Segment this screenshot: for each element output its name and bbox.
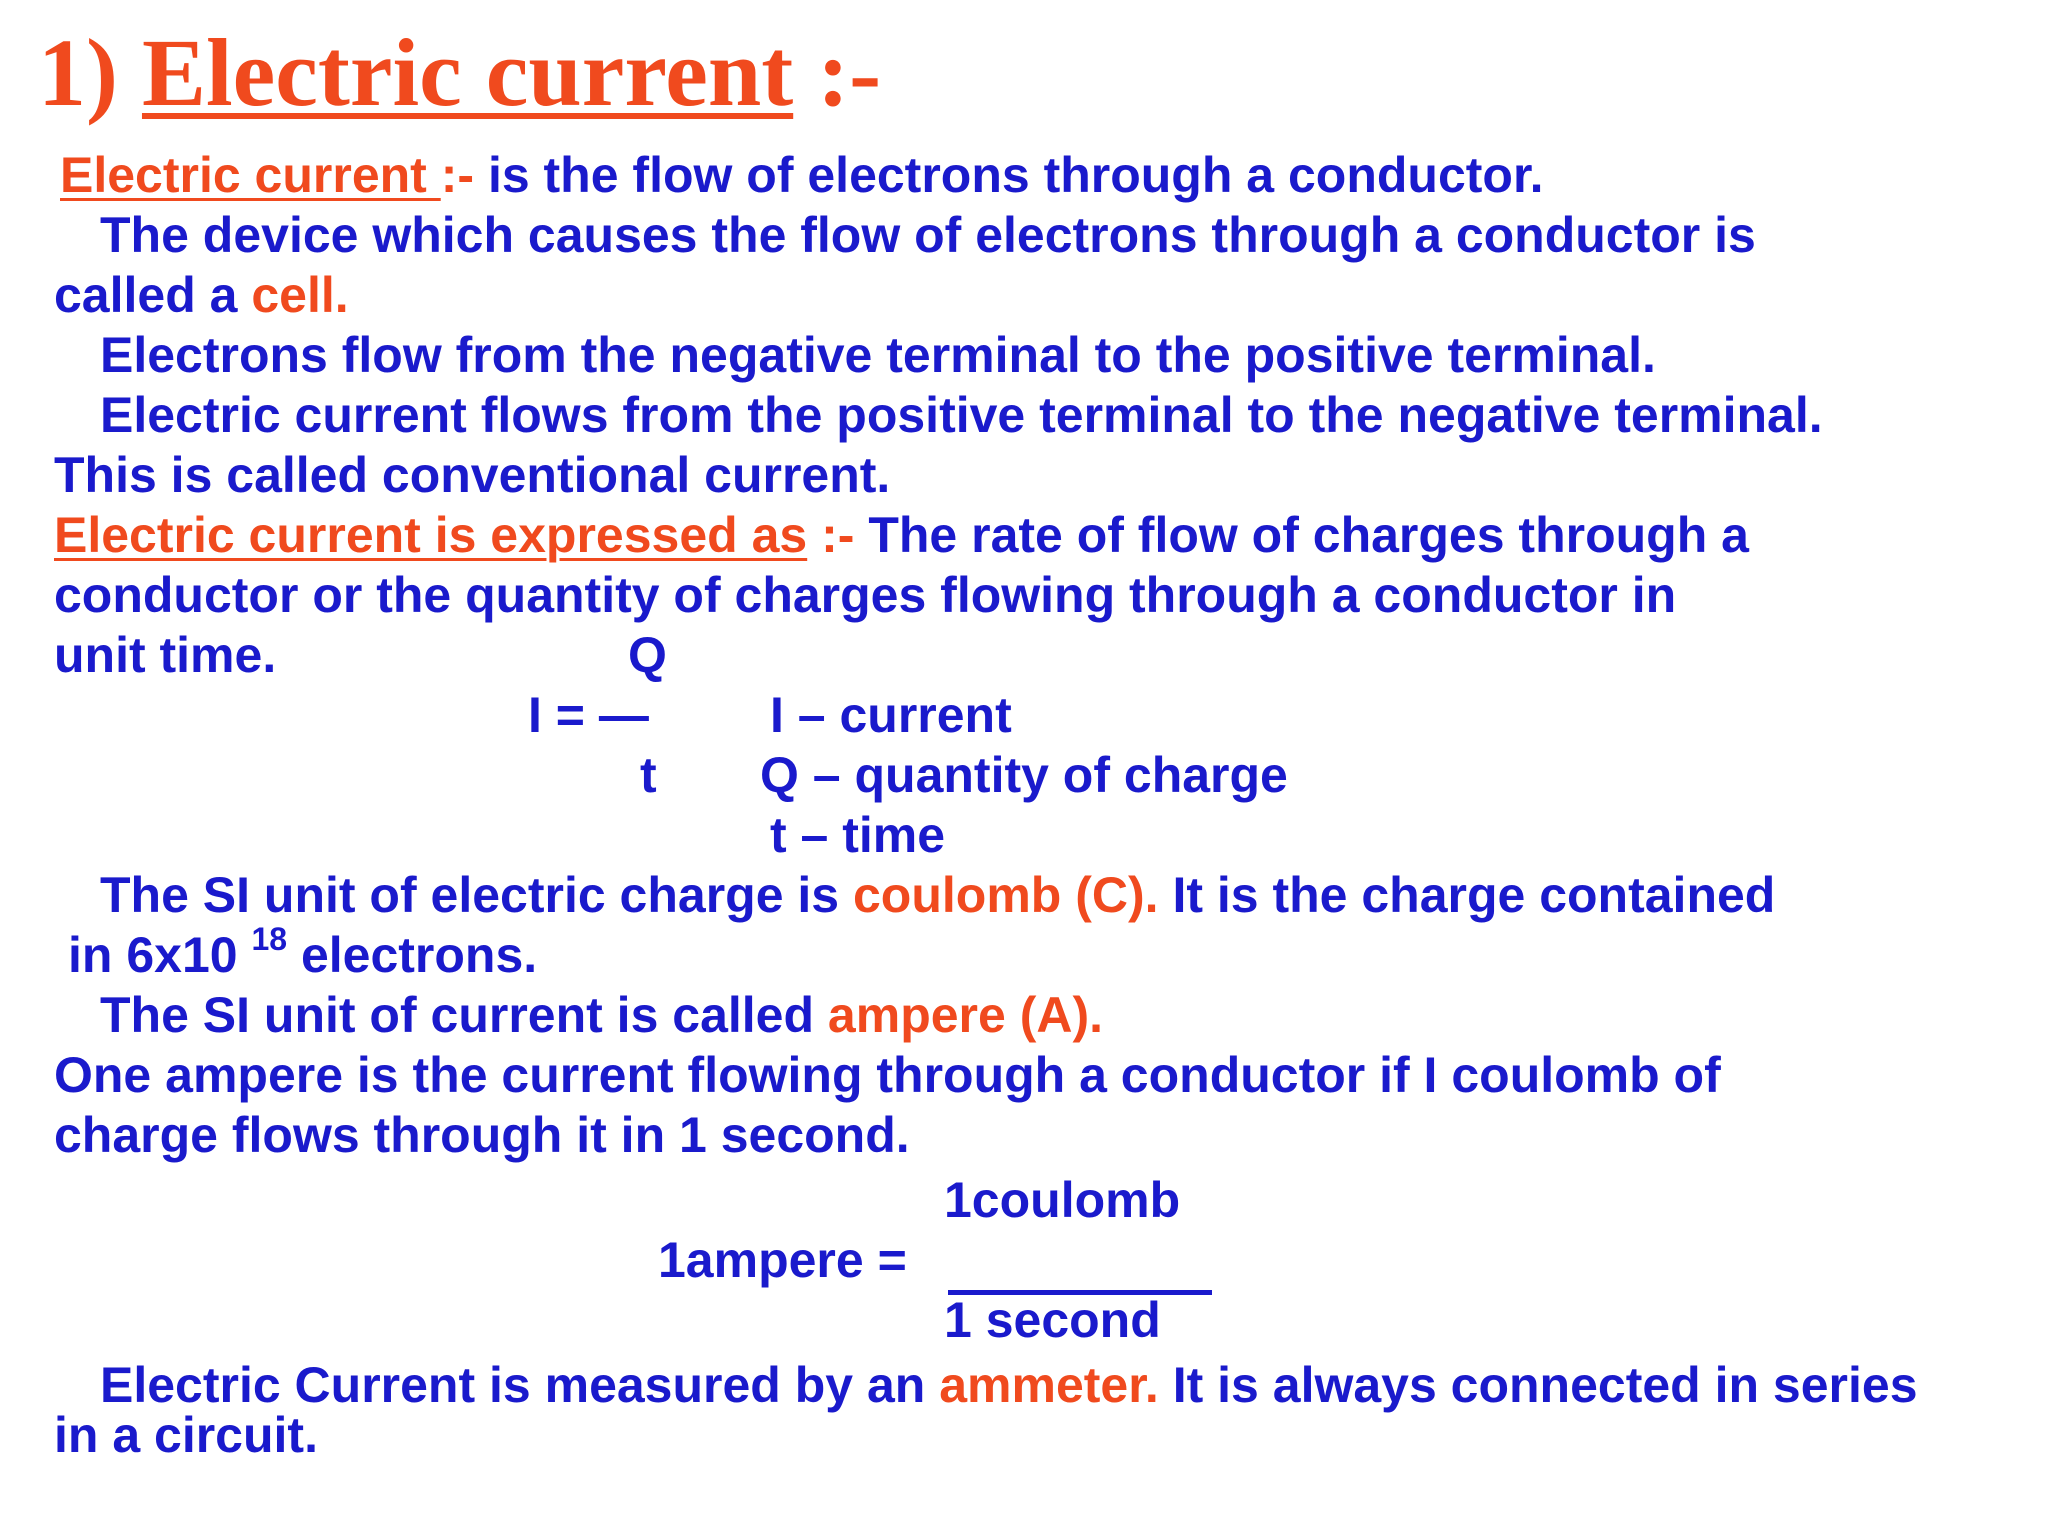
expression-line-3: unit time. (54, 627, 277, 683)
cell-sentence-line-2 (54, 265, 349, 325)
formula1-legend-time: t – time (770, 807, 946, 863)
cell-highlight: cell. (251, 267, 349, 323)
formula1-legend-current: I – current (770, 687, 1012, 743)
expression-term: Electric current is expressed as (54, 507, 808, 563)
formula1-numerator: Q (628, 627, 667, 683)
formula1-denominator: t (640, 747, 657, 803)
cell-sentence-line-1: The device which causes the flow of electrons through a conductor is (100, 207, 1756, 263)
current-flow-line-1: Electric current flows from the positive terminal to the negative terminal. (100, 387, 1823, 443)
title-term: Electric current (141, 19, 794, 126)
expression-line-1 (54, 505, 1749, 565)
coulomb-line-2 (68, 921, 538, 985)
ampere-line-2: One ampere is the current flowing through a conductor if I coulomb of (54, 1047, 1721, 1103)
title-number: 1) (38, 19, 118, 126)
ammeter-text-1: Electric Current is measured by an (100, 1357, 926, 1413)
formula2-denominator: 1 second (944, 1292, 1161, 1348)
ampere-text-1: The SI unit of current is called (100, 987, 815, 1043)
expression-sep: :- (821, 507, 855, 563)
coulomb-text-4: electrons. (300, 927, 538, 983)
expression-text-1: The rate of flow of charges through a (868, 507, 1749, 563)
formula1-legend-charge: Q – quantity of charge (760, 747, 1288, 803)
formula2-lhs: 1ampere = (658, 1232, 907, 1288)
ampere-line-1 (100, 985, 1103, 1045)
ammeter-line-1 (100, 1355, 1918, 1415)
coulomb-text-1: The SI unit of electric charge is (100, 867, 840, 923)
current-flow-line-2: This is called conventional current. (54, 447, 891, 503)
definition-text: is the flow of electrons through a conductor. (487, 147, 1544, 203)
expression-line-2: conductor or the quantity of charges flowing through a conductor in (54, 567, 1677, 623)
ammeter-line-2: in a circuit. (54, 1407, 318, 1463)
coulomb-text-2: It is the charge contained (1172, 867, 1776, 923)
coulomb-text-3: in 6x10 (68, 927, 238, 983)
definition-line (60, 145, 1544, 205)
electron-flow-line: Electrons flow from the negative terminal to the positive terminal. (100, 327, 1656, 383)
definition-sep: :- (440, 147, 475, 203)
ampere-highlight: ampere (A). (827, 987, 1103, 1043)
formula2-numerator: 1coulomb (944, 1172, 1181, 1228)
ammeter-text-2: It is always connected in series (1172, 1357, 1918, 1413)
page-title (38, 20, 881, 126)
coulomb-line-1 (100, 865, 1775, 925)
definition-term: Electric current (60, 147, 441, 203)
coulomb-exponent: 18 (251, 921, 288, 957)
coulomb-highlight: coulomb (C). (853, 867, 1159, 923)
ammeter-highlight: ammeter. (939, 1357, 1159, 1413)
cell-sentence-text: called a (54, 267, 238, 323)
formula1-lhs: I = — (528, 687, 649, 743)
title-suffix: :- (817, 19, 882, 126)
ampere-line-3: charge flows through it in 1 second. (54, 1107, 910, 1163)
